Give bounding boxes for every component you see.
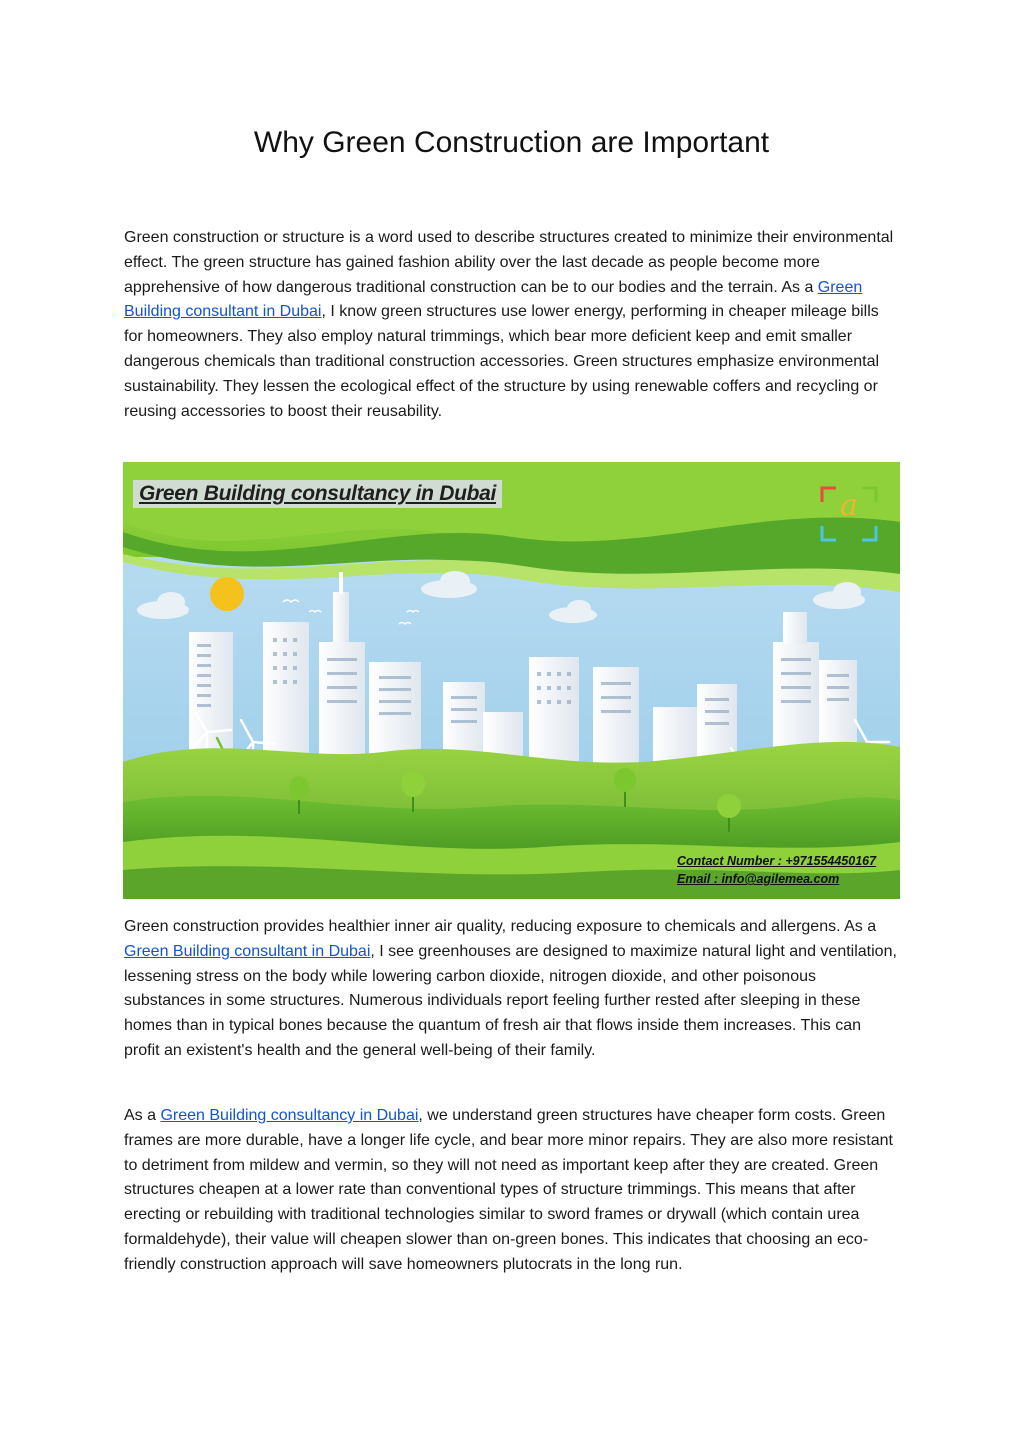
paragraph-air-quality — [124, 915, 900, 1064]
paragraph-text: As a — [124, 1107, 161, 1124]
paragraph-text: , we understand green structures have cheaper form costs. Green frames are more durable, have a longer life cycle, and bear more minor repairs. They are also more resistant to detriment from mildew and vermin, so they will not need as important keep after they are created. Green structures cheapen at a lower rate than conventional types of structure trimmings. This means that after erecting or rebuilding with traditional technologies similar to sword frames or drywall (which contain urea formaldehyde), their value will cheapen slower than on-green bones. This indicates that choosing an eco-friendly construction approach will save homeowners plutocrats in the long run. — [124, 1107, 893, 1273]
consultancy-link[interactable]: Green Building consultancy in Dubai — [160, 1107, 419, 1124]
agile-logo — [818, 484, 880, 544]
paragraph-text: , I know green structures use lower energy, performing in cheaper mileage bills for homeowners. They also employ natural trimmings, which bear more deficient keep and emit smaller dangerous chemicals than traditional construction accessories. Green structures emphasize environmental sustainability. They lessen the ecological effect of the structure by using renewable coffers and recycling or reusing accessories to boost their reusability. — [124, 303, 880, 420]
consultant-link[interactable]: Green Building consultant in Dubai — [124, 278, 863, 321]
logo-letter: a — [840, 488, 858, 523]
green-building-illustration — [123, 462, 900, 899]
paragraph-costs — [124, 1104, 900, 1278]
contact-email: Email : info@agilemea.com — [677, 872, 840, 886]
paragraph-intro — [124, 226, 900, 424]
illustration-artwork — [123, 462, 900, 899]
contact-info — [677, 852, 876, 888]
consultant-link[interactable]: Green Building consultant in Dubai — [124, 942, 371, 960]
paragraph-text: Green construction provides healthier inner air quality, reducing exposure to chemicals and allergens. As a — [124, 918, 877, 935]
paragraph-text: , I see greenhouses are designed to maximize natural light and ventilation, lessening stress on the body while lowering carbon dioxide, nitrogen dioxide, and other poisonous substances in some structures. Numerous individuals report feeling further rested after sleeping in these homes than in typical bones because the quantum of fresh air that flows inside them increases. This can profit an existent's health and the general well-being of their family. — [124, 942, 897, 1059]
illustration-banner-title: Green Building consultancy in Dubai — [133, 480, 502, 508]
page-title: Why Green Construction are Important — [253, 126, 770, 159]
contact-number: Contact Number : +971554450167 — [677, 854, 877, 868]
paragraph-text: Green construction or structure is a word used to describe structures created to minimize their environmental effect. The green structure has gained fashion ability over the last decade as people become more apprehensive of how dangerous traditional construction can be to our bodies and the terrain. As a — [124, 229, 894, 296]
